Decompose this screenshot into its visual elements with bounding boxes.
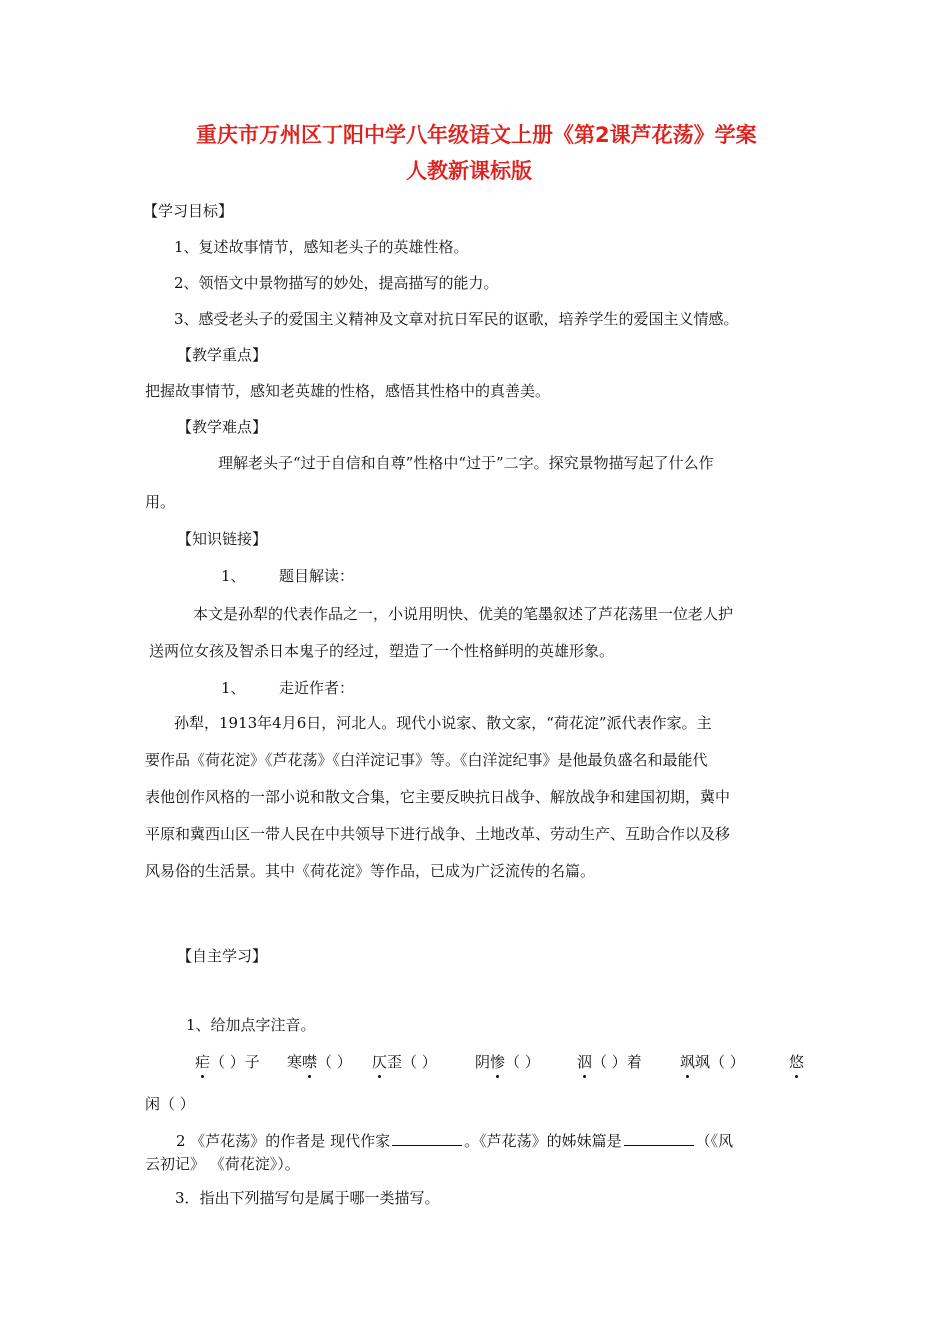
title-line-1: 重庆市万州区丁阳中学八年级语文上册《第2课芦花荡》学案 (196, 123, 757, 147)
dotted-char: 泅 (577, 1053, 593, 1071)
objective-item: 3、感受老头子的爱国主义精神及文章对抗日军民的讴歌，培养学生的爱国主义情感。 (174, 310, 739, 328)
difficulty-heading: 【教学难点】 (177, 418, 268, 436)
pinyin-item (680, 1052, 745, 1072)
pinyin-blank: 歪（ ） (387, 1053, 437, 1071)
pinyin-item (577, 1052, 642, 1072)
title-explanation-wrap: 送两位女孩及智杀日本鬼子的经过，塑造了一个性格鲜明的英雄形象。 (149, 642, 615, 660)
dotted-char: 仄 (372, 1053, 388, 1071)
question-2-part: （《风 (695, 1132, 734, 1150)
key-point-heading: 【教学重点】 (177, 346, 268, 364)
knowledge-heading: 【知识链接】 (177, 530, 268, 548)
question-2-part: 。《芦花荡》的姊妹篇是 (464, 1132, 622, 1150)
dotted-char: 惨 (490, 1053, 506, 1071)
author-paragraph-line: 孙犁，1913年4月6日，河北人。现代小说家、散文家，“荷花淀”派代表作家。主 (174, 714, 712, 732)
pinyin-blank: （ ）子 (210, 1053, 260, 1071)
pinyin-blank: 飒（ ） (695, 1053, 745, 1071)
pinyin-item (372, 1052, 437, 1072)
self-study-heading: 【自主学习】 (177, 947, 268, 965)
pinyin-item (287, 1052, 352, 1072)
objective-item: 1、复述故事情节，感知老头子的英雄性格。 (174, 238, 469, 256)
pinyin-blank: （ ）着 (592, 1053, 642, 1071)
difficulty-text-wrap: 用。 (145, 493, 176, 511)
pinyin-blank: （ ） (505, 1053, 540, 1071)
knowledge-item-label: 走近作者： (279, 679, 355, 697)
question-2-wrap: 云初记》 《荷花淀》）。 (145, 1155, 300, 1173)
objectives-heading: 【学习目标】 (143, 202, 234, 220)
dotted-char: 悠 (789, 1053, 805, 1071)
answer-blank[interactable] (392, 1129, 462, 1146)
pinyin-item (195, 1052, 260, 1072)
title-explanation: 本文是孙犁的代表作品之一，小说用明快、优美的笔墨叙述了芦花荡里一位老人护 (193, 605, 734, 623)
title-line-2: 人教新课标版 (406, 159, 532, 183)
author-paragraph-line: 风易俗的生活景。其中《荷花淀》等作品，已成为广泛流传的名篇。 (145, 862, 596, 880)
plain-char: 阴 (475, 1053, 491, 1071)
author-paragraph-line: 表他创作风格的一部小说和散文合集，它主要反映抗日战争、解放战争和建国初期，冀中 (145, 788, 731, 806)
answer-blank[interactable] (624, 1129, 694, 1146)
question-1: 1、给加点字注音。 (186, 1016, 316, 1034)
question-2-part: 2 《芦花荡》的作者是 现代作家 (176, 1132, 391, 1150)
question-2 (176, 1129, 733, 1151)
author-paragraph-line: 平原和冀西山区一带人民在中共领导下进行战争、土地改革、劳动生产、互助合作以及移 (145, 825, 731, 843)
knowledge-item-label: 题目解读： (279, 567, 355, 585)
difficulty-text: 理解老头子“过于自信和自尊”性格中“过于”二字。探究景物描写起了什么作 (218, 454, 714, 472)
pinyin-item (475, 1052, 540, 1072)
pinyin-blank: （ ） (317, 1053, 352, 1071)
objective-item: 2、领悟文中景物描写的妙处，提高描写的能力。 (174, 274, 499, 292)
plain-char: 寒 (287, 1053, 303, 1071)
dotted-char: 飒 (680, 1053, 696, 1071)
dotted-char: 疟 (195, 1053, 211, 1071)
pinyin-item (789, 1052, 804, 1072)
dotted-char: 噤 (302, 1053, 318, 1071)
author-paragraph-line: 要作品《荷花淀》《芦花荡》《白洋淀记事》等。《白洋淀纪事》是他最负盛名和最能代 (145, 751, 708, 769)
question-3: 3．指出下列描写句是属于哪一类描写。 (175, 1189, 440, 1207)
key-point-text: 把握故事情节，感知老英雄的性格，感悟其性格中的真善美。 (145, 382, 551, 400)
knowledge-item-number: 1、 (221, 679, 246, 697)
pinyin-item-wrap: 闲（ ） (145, 1095, 195, 1113)
knowledge-item-number: 1、 (221, 567, 246, 585)
